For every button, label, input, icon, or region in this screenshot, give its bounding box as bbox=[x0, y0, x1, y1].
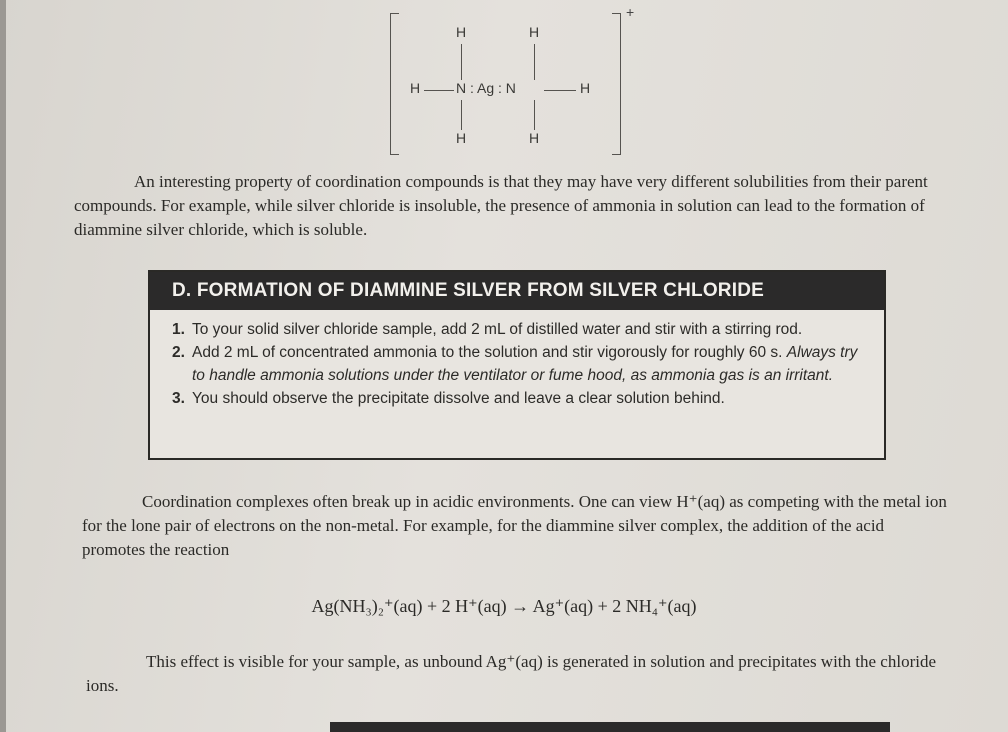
step-text: Add 2 mL of concentrated ammonia to the solution and stir vigorously for roughly 60 s. bbox=[192, 344, 787, 361]
structure-charge: + bbox=[626, 4, 635, 20]
procedure-step bbox=[150, 387, 884, 410]
atom-center-group: N : Ag : N bbox=[456, 80, 516, 96]
step-text: You should observe the precipitate dissolve and leave a clear solution behind. bbox=[192, 390, 725, 407]
step-safety-note: Always try to handle ammonia solutions under the ventilator or fume hood, as ammonia gas is an irritant. bbox=[192, 344, 858, 384]
bond-bottom-right bbox=[534, 100, 535, 130]
next-section-bar bbox=[330, 722, 890, 732]
atom-left-h: H bbox=[410, 80, 421, 96]
page-edge-shadow bbox=[0, 0, 6, 732]
procedure-box bbox=[148, 270, 886, 460]
atom-right-h: H bbox=[580, 80, 591, 96]
atom-bottom-h-right: H bbox=[529, 130, 540, 146]
atom-top-h-left: H bbox=[456, 24, 467, 40]
bond-top-left bbox=[461, 44, 462, 80]
intro-paragraph: An interesting property of coordination compounds is that they may have very different solubilities from their parent compounds. For example, while silver chloride is insoluble, the presence of ammonia in solution can lead to the formation of diammine silver chloride, which is soluble. bbox=[74, 172, 928, 239]
step-number: 2. bbox=[172, 344, 185, 361]
structure-left-bracket bbox=[390, 13, 399, 155]
effect-paragraph: This effect is visible for your sample, as unbound Ag⁺(aq) is generated in solution and precipitates with the chloride ions. bbox=[86, 652, 936, 695]
atom-bottom-h-left: H bbox=[456, 130, 467, 146]
step-number: 3. bbox=[172, 390, 185, 407]
step-text: To your solid silver chloride sample, add 2 mL of distilled water and stir with a stirring rod. bbox=[192, 321, 803, 338]
atom-top-h-right: H bbox=[529, 24, 540, 40]
procedure-steps bbox=[150, 318, 884, 410]
bond-left bbox=[424, 90, 454, 91]
bond-right bbox=[544, 90, 576, 91]
bond-top-right bbox=[534, 44, 535, 80]
acid-paragraph: Coordination complexes often break up in acidic environments. One can view H⁺(aq) as competing with the metal ion for the lone pair of electrons on the non-metal. For example, for the diammine silver complex, the addition of the acid promotes the reaction bbox=[82, 492, 947, 559]
reaction-equation: Ag(NH₃)₂⁺(aq) + 2 H⁺(aq) → Ag⁺(aq) + 2 NH₄⁺(aq) bbox=[311, 596, 697, 616]
bond-bottom-left bbox=[461, 100, 462, 130]
procedure-step bbox=[150, 341, 884, 387]
procedure-title: D. FORMATION OF DIAMMINE SILVER FROM SILVER CHLORIDE bbox=[150, 272, 884, 310]
diammine-silver-structure bbox=[390, 4, 635, 158]
procedure-step bbox=[150, 318, 884, 341]
structure-right-bracket bbox=[612, 13, 621, 155]
step-number: 1. bbox=[172, 321, 185, 338]
